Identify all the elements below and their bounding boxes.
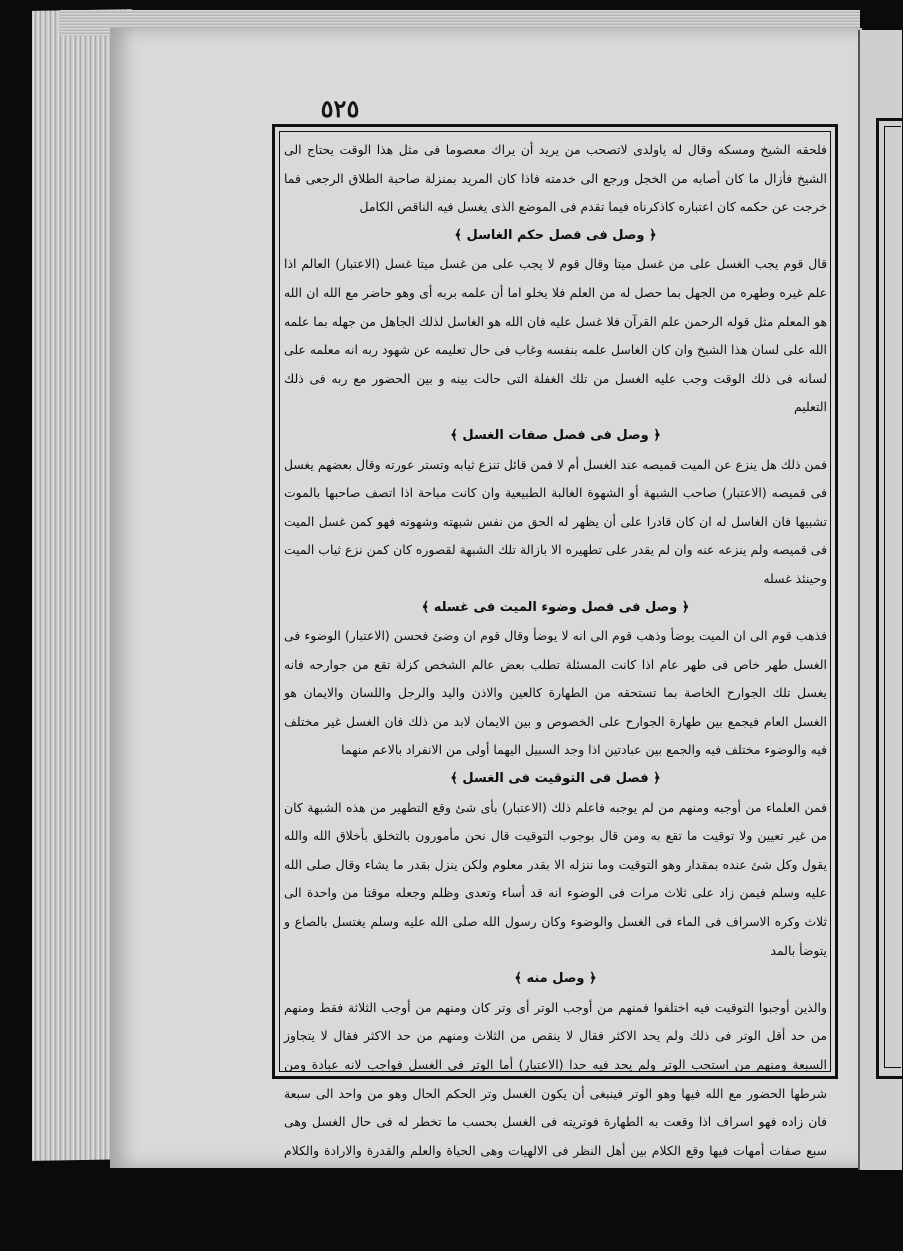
page-number: ٥٢٥ (320, 94, 360, 123)
paragraph: قال قوم يجب الغسل على من غسل ميتا وقال قوم لا يجب على من غسل ميتا غسل (الاعتبار) العالم اذا علم غيره وطهره من الجهل بما حصل له من العلم فلا يخلو اما أن علمه بربه أى وهو حاضر مع الله ان الله هو المعلم مثل قوله الرحمن علم القرآن فلا غسل عليه فان الله هو الغاسل لذلك الجاهل من جهله بما علمه الله على لسان هذا الشيخ وان كان الغاسل علمه بنفسه وغاب فى حال تعليمه عن شهود ربه انه معلمه على لسانه فى ذلك الوقت وجب عليه الغسل من تلك الغفلة التى حالت بينه و بين الحضور مع ربه فى ذلك التعليم (284, 256, 827, 415)
ornament-open: ﴿ (653, 427, 661, 443)
ornament-open: ﴿ (649, 227, 657, 243)
ornament-close: ﴾ (421, 599, 430, 615)
section-heading-text: فصل فى التوقيت فى الغسل (462, 771, 649, 787)
section-heading-text: وصل فى فصل حكم الغاسل (466, 227, 645, 243)
ornament-open: ﴿ (589, 971, 597, 987)
paragraph: فلحقه الشيخ ومسكه وقال له ياولدى لاتصحب من يريد أن يراك معصوما فى مثل هذا الوقت يحتاج الى الشيخ فأزال ما كان أصابه من الخجل ورجع الى خدمته فاذا كان المريد بمنزلة صاحبة الطلاق الرجعى فما خرجت عن حكمه كان اعتباره كاذكرناه فيما تقدم فى الموضع الذى يغسل فيه الناقص الكامل (284, 142, 827, 215)
ornament-open: ﴿ (653, 771, 661, 787)
paragraph: فمن العلماء من أوجبه ومنهم من لم يوجبه فاعلم ذلك (الاعتبار) بأى شئ وقع التطهير من هذه الشبهة كان من غير تعيين ولا توقيت ما تقع به ومن قال بوجوب التوقيت قال نحن مأمورون بالتخلق بأخلاق الله والله يقول وكل شئ عنده بمقدار وهو التوقيت وما ننزله الا بقدر معلوم ولكن ينزل بقدر ما يشاء وقال صلى الله عليه وسلم فيمن زاد على ثلاث مرات فى الوضوء انه قد أساء وتعدى وظلم وجعله موقتا من واحدة الى ثلاث وكره الاسراف فى الماء فى الغسل والوضوء وكان رسول الله صلى الله عليه وسلم يغتسل بالصاع و يتوضأ بالمد (284, 799, 827, 958)
section-heading-text: وصل منه (526, 971, 585, 987)
section-heading (284, 965, 827, 994)
paragraph: فذهب قوم الى ان الميت يوضأ وذهب قوم الى انه لا يوضأ وقال قوم ان وضئ فحسن (الاعتبار) الوضوء فى الغسل طهر خاص فى طهر عام اذا كانت المسئلة تطلب بعض عالم الشخص كزلة تقع من جوارحه فانه يغسل تلك الجوارح الخاصة بما تستحقه من الطهارة كالعين والاذن واليد والرجل واللسان والايمان هو الغسل العام فيجمع بين طهارة الجوارح على الخصوص و بين الايمان لابد من ذلك فان الغسل غير مختلف فيه والوضوء مختلف فيه والجمع بين عبادتين اذا وجد السبيل اليهما أولى من الانفراد بالاعم منهما (284, 628, 827, 758)
ornament-close: ﴾ (450, 771, 458, 787)
section-heading (284, 222, 827, 251)
ornament-close: ﴾ (450, 427, 458, 443)
section-heading (284, 765, 827, 794)
ornament-open: ﴿ (681, 599, 690, 615)
ornament-close: ﴾ (514, 971, 522, 987)
section-heading (284, 422, 827, 451)
paragraph: والذين أوجبوا التوقيت فيه اختلفوا فمنهم من أوجب الوتر أى وتر كان ومنهم من أوجب الثلاثة فقط ومنهم من حد أقل الوتر فى ذلك ولم يحد الاكثر فقال لا ينقص من الثلاث ومنهم من حد الاكثر فقال لا يتجاوز السبعة ومنهم من استحب الوتر ولم يحد فيه حدا (الاعتبار) أما الوتر فى الغسل فواجب لانه عبادة ومن شرطها الحضور مع الله فيها وهو الوتر فينبغى أن يكون الغسل وتر الحكم الحال وهو من واحد الى سبعة فان زاده فهو اسراف اذا وقعت به الطهارة فوتريته فى الغسل بحسب ما تخطر له فى حال الغسل وهى سبع صفات أمهات فيها وقع الكلام بين أهل النظر فى الالهيات وهى الحياة والعلم والقدرة والارادة والكلام والسمع والبصر والعبد قد وصف بهذه الصفات كلها وقد ورد ان الحق قال فى المتقرب بالنوافل ان الله يكون سمعه و بصره وغير ذلك فقد تبدلت نسبة هذه الصفات المخلوقة للعبد بالحق فبالله يسمع و به يبصر و به يعلم و به يقدر و به يكون حيا و به يريد و به يتكلم فقد (284, 999, 827, 1244)
section-heading-text: وصل فى فصل صفات الغسل (462, 427, 649, 443)
facing-page-frame-inner (884, 126, 901, 1068)
paragraph: فمن ذلك هل ينزع عن الميت قميصه عند الغسل أم لا فمن قائل تنزع ثيابه وتستر عورته وقال بعضهم يغسل فى قميصه (الاعتبار) صاحب الشبهة أو الشهوة الغالبة الطبيعية وان كانت مباحة اذا اتصف صاحبها بالموت تشبيها فان الغاسل له ان كان قادرا على أن يظهر له الحق من نفس شبهته وشهوته فهو كمن غسل الميت فى قميصه ولم ينزعه عنه وان لم يقدر على تطهيره الا بازالة تلك الشبهة لقصوره كان كمن نزع ثياب الميت وحينئذ غسله (284, 456, 827, 586)
ornament-close: ﴾ (454, 227, 462, 243)
arabic-text-block (284, 136, 827, 1244)
section-heading-text: وصل فى فصل وضوء الميت فى غسله (433, 599, 678, 615)
section-heading (284, 594, 827, 623)
